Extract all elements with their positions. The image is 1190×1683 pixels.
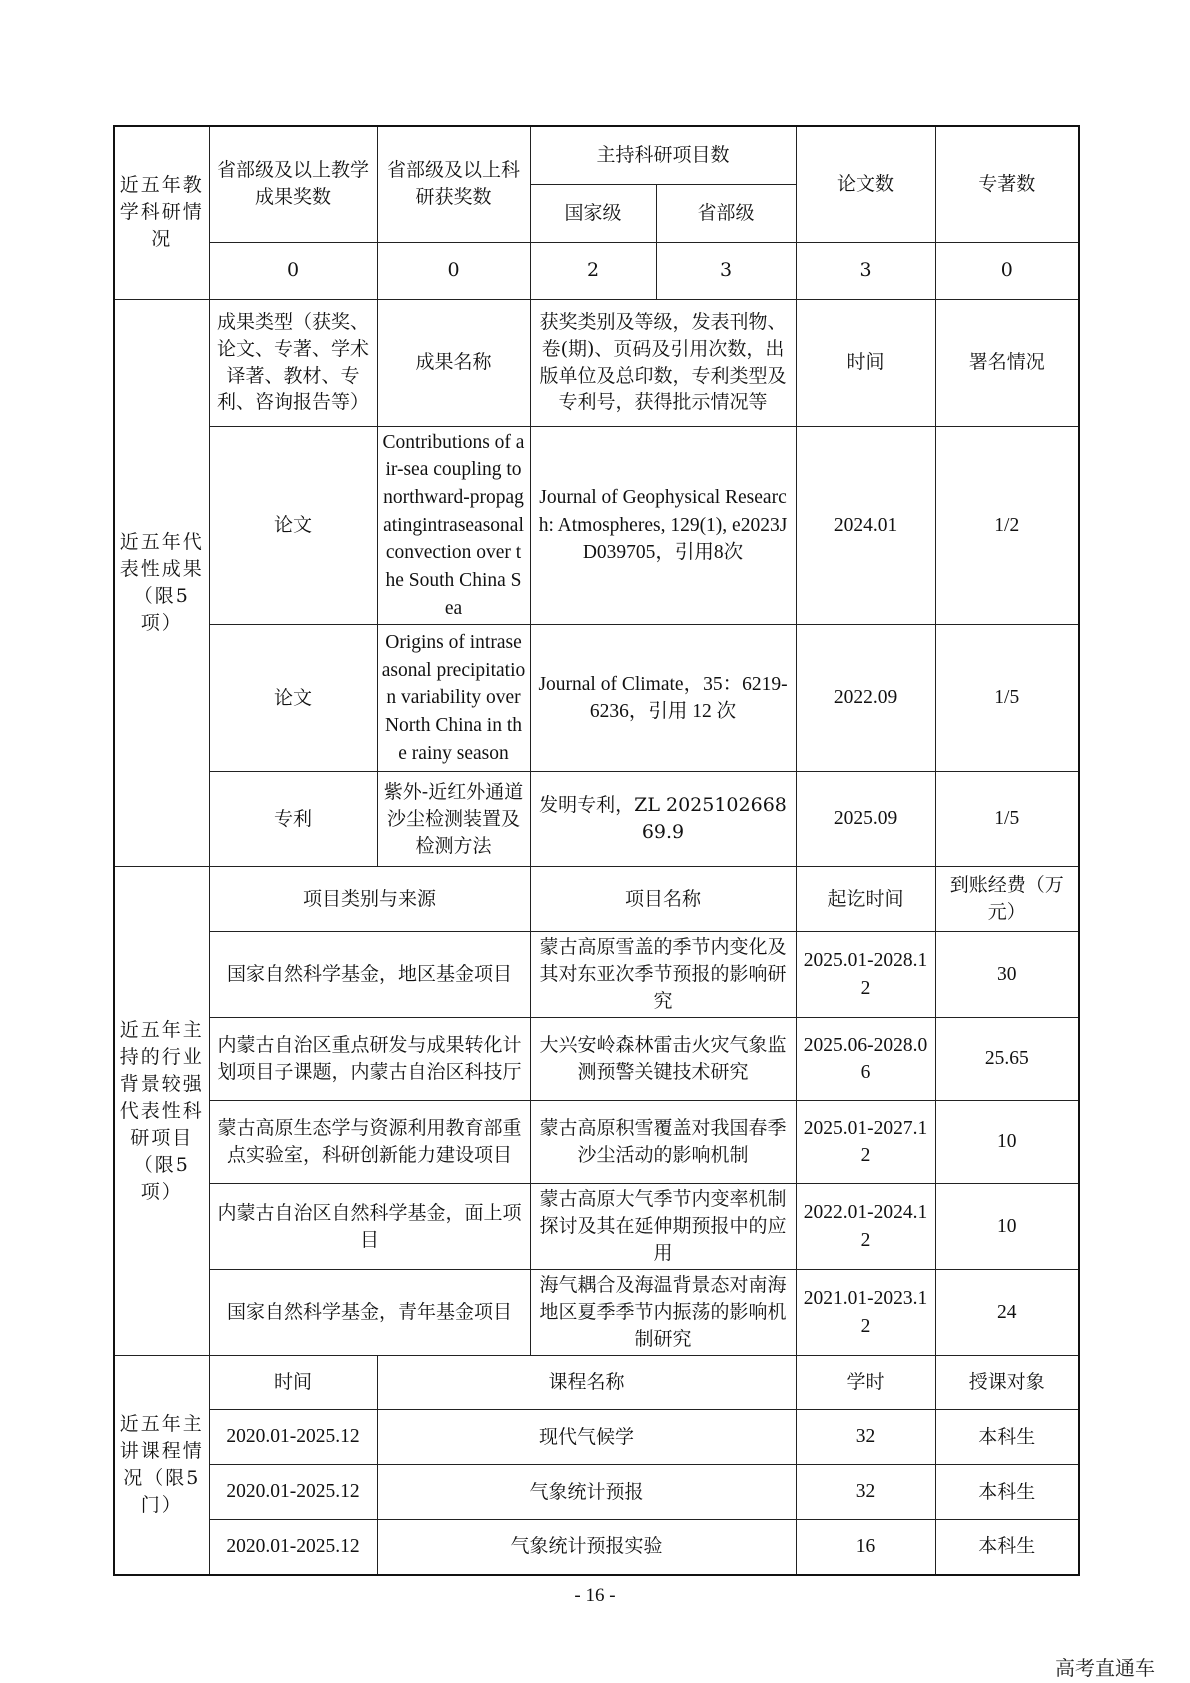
- table-row: [114, 1101, 1079, 1184]
- course-time: 2020.01-2025.12: [209, 1410, 377, 1465]
- header-teaching-award: 省部级及以上教学成果奖数: [209, 126, 377, 242]
- achievement-authorship: 1/5: [935, 625, 1079, 772]
- header-projects: 主持科研项目数: [530, 126, 796, 184]
- project-name: 蒙古高原大气季节内变率机制探讨及其在延伸期预报中的应用: [530, 1184, 796, 1270]
- achievement-detail: Journal of Geophysical Research: Atmospheres, 129(1), e2023JD039705，引用8次: [530, 426, 796, 625]
- project-source: 内蒙古自治区自然科学基金，面上项目: [209, 1184, 530, 1270]
- achievement-detail: Journal of Climate，35：6219-6236，引用 12 次: [530, 625, 796, 772]
- section-label-courses: 近五年主讲课程情况（限5门）: [114, 1356, 209, 1575]
- course-time: 2020.01-2025.12: [209, 1465, 377, 1520]
- header-project-period: 起讫时间: [796, 867, 935, 932]
- value-national: 2: [530, 242, 656, 299]
- course-name: 气象统计预报: [377, 1465, 796, 1520]
- header-achievement-detail: 获奖类别及等级，发表刊物、卷(期)、页码及引用次数，出版单位及总印数，专利类型及专利号，获得批示情况等: [530, 299, 796, 426]
- table-row: [114, 625, 1079, 772]
- table-row: [114, 1270, 1079, 1356]
- section-label-projects: 近五年主持的行业背景较强代表性科研项目（限5项）: [114, 867, 209, 1356]
- header-project-funding: 到账经费（万元）: [935, 867, 1079, 932]
- table-row: [114, 1184, 1079, 1270]
- project-name: 大兴安岭森林雷击火灾气象监测预警关键技术研究: [530, 1018, 796, 1101]
- achievement-time: 2024.01: [796, 426, 935, 625]
- header-project-name: 项目名称: [530, 867, 796, 932]
- project-funding: 24: [935, 1270, 1079, 1356]
- achievement-time: 2022.09: [796, 625, 935, 772]
- table-row: [114, 426, 1079, 625]
- course-hours: 32: [796, 1410, 935, 1465]
- header-course-time: 时间: [209, 1356, 377, 1410]
- table-row: [114, 1018, 1079, 1101]
- table-row: [114, 772, 1079, 867]
- achievement-authorship: 1/2: [935, 426, 1079, 625]
- achievement-name: Origins of intraseasonal precipitation variability over North China in the rainy season: [377, 625, 530, 772]
- achievement-time: 2025.09: [796, 772, 935, 867]
- project-source: 内蒙古自治区重点研发与成果转化计划项目子课题，内蒙古自治区科技厅: [209, 1018, 530, 1101]
- page-number: - 16 -: [574, 1585, 616, 1606]
- project-period: 2025.01-2028.12: [796, 932, 935, 1018]
- value-research-award: 0: [377, 242, 530, 299]
- course-audience: 本科生: [935, 1410, 1079, 1465]
- course-time: 2020.01-2025.12: [209, 1520, 377, 1575]
- value-papers: 3: [796, 242, 935, 299]
- section-label-summary: 近五年教学科研情况: [114, 126, 209, 299]
- achievement-name: 紫外-近红外通道沙尘检测装置及检测方法: [377, 772, 530, 867]
- achievement-type: 论文: [209, 426, 377, 625]
- course-audience: 本科生: [935, 1465, 1079, 1520]
- header-achievement-authorship: 署名情况: [935, 299, 1079, 426]
- header-project-source: 项目类别与来源: [209, 867, 530, 932]
- profile-table: [113, 125, 1080, 1576]
- watermark: 高考直通车: [1055, 1656, 1155, 1680]
- header-provincial: 省部级: [656, 184, 796, 242]
- table-row: [114, 1465, 1079, 1520]
- course-name: 现代气候学: [377, 1410, 796, 1465]
- project-name: 蒙古高原雪盖的季节内变化及其对东亚次季节预报的影响研究: [530, 932, 796, 1018]
- project-source: 国家自然科学基金，地区基金项目: [209, 932, 530, 1018]
- value-teaching-award: 0: [209, 242, 377, 299]
- header-achievement-time: 时间: [796, 299, 935, 426]
- header-course-audience: 授课对象: [935, 1356, 1079, 1410]
- value-monographs: 0: [935, 242, 1079, 299]
- achievement-type: 专利: [209, 772, 377, 867]
- table-row: [114, 932, 1079, 1018]
- header-achievement-type: 成果类型（获奖、论文、专著、学术译著、教材、专利、咨询报告等）: [209, 299, 377, 426]
- table-row: [114, 1410, 1079, 1465]
- section-label-achievements: 近五年代表性成果（限5项）: [114, 299, 209, 867]
- achievement-type: 论文: [209, 625, 377, 772]
- project-period: 2021.01-2023.12: [796, 1270, 935, 1356]
- header-course-hours: 学时: [796, 1356, 935, 1410]
- course-name: 气象统计预报实验: [377, 1520, 796, 1575]
- project-source: 国家自然科学基金，青年基金项目: [209, 1270, 530, 1356]
- course-audience: 本科生: [935, 1520, 1079, 1575]
- header-national: 国家级: [530, 184, 656, 242]
- project-source: 蒙古高原生态学与资源利用教育部重点实验室，科研创新能力建设项目: [209, 1101, 530, 1184]
- header-research-award: 省部级及以上科研获奖数: [377, 126, 530, 242]
- project-period: 2025.01-2027.12: [796, 1101, 935, 1184]
- header-papers: 论文数: [796, 126, 935, 242]
- project-funding: 10: [935, 1101, 1079, 1184]
- project-funding: 25.65: [935, 1018, 1079, 1101]
- project-name: 蒙古高原积雪覆盖对我国春季沙尘活动的影响机制: [530, 1101, 796, 1184]
- header-achievement-name: 成果名称: [377, 299, 530, 426]
- header-monographs: 专著数: [935, 126, 1079, 242]
- project-period: 2025.06-2028.06: [796, 1018, 935, 1101]
- course-hours: 32: [796, 1465, 935, 1520]
- project-period: 2022.01-2024.12: [796, 1184, 935, 1270]
- project-funding: 30: [935, 932, 1079, 1018]
- value-provincial: 3: [656, 242, 796, 299]
- header-course-name: 课程名称: [377, 1356, 796, 1410]
- project-funding: 10: [935, 1184, 1079, 1270]
- achievement-authorship: 1/5: [935, 772, 1079, 867]
- table-row: [114, 1520, 1079, 1575]
- achievement-name: Contributions of air-sea coupling to northward-propagatingintraseasonal convection over the South China Sea: [377, 426, 530, 625]
- project-name: 海气耦合及海温背景态对南海地区夏季季节内振荡的影响机制研究: [530, 1270, 796, 1356]
- achievement-detail: 发明专利，ZL 202510266869.9: [530, 772, 796, 867]
- course-hours: 16: [796, 1520, 935, 1575]
